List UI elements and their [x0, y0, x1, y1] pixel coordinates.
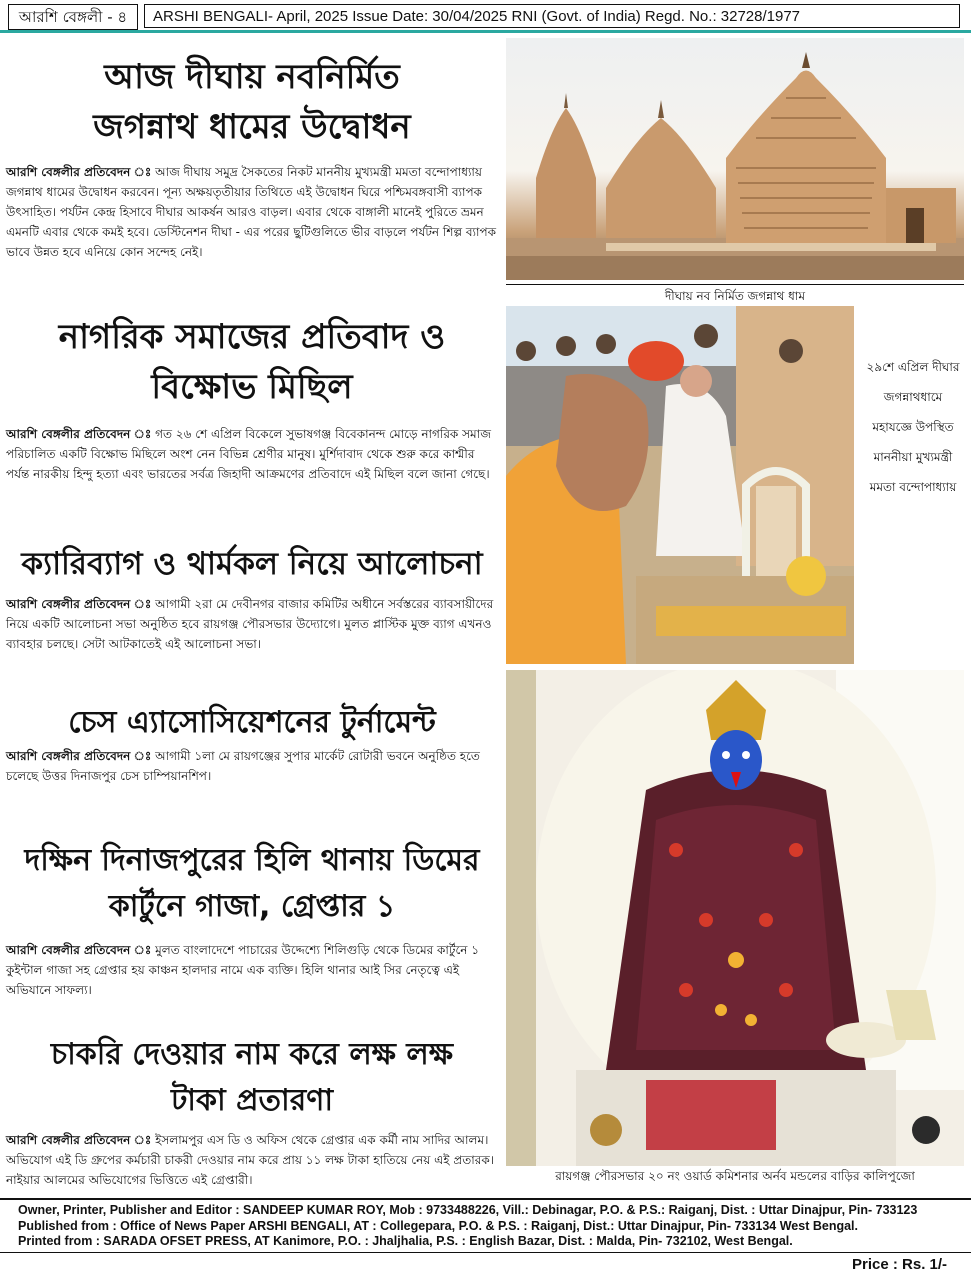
article-hili-arrest: [6, 838, 498, 1000]
headline-line: কার্টুনে গাজা, গ্রেপ্তার ১: [108, 889, 396, 924]
kali-puja-caption: রায়গঞ্জ পৌরসভার ২০ নং ওয়ার্ড কমিশনার অর্নব মন্ডলের বাড়ির কালিপুজো: [555, 1169, 915, 1183]
caption-line: মাননীয়া মুখ্যমন্ত্রী: [873, 450, 953, 464]
article-body: [6, 162, 498, 262]
temple-caption: দীঘায় নব নির্মিত জগন্নাথ ধাম: [506, 284, 964, 307]
body-text: ইসলামপুর এস ডি ও অফিস থেকে গ্রেপ্তার এক কর্মী নাম সাদির আলম। অভিযোগ এই ডি গ্রুপের কর্মচারী চাকরী দেওয়ার নাম করে প্রায় ১১ লক্ষ টাকা হাতিয়ে নেয় এই প্রতারক। নাইয়ার আলমের অভিযোগের ভিত্তিতে এই গ্রেপ্তারী।: [6, 1133, 495, 1187]
headline-line: ক্যারিব্যাগ ও থার্মকল নিয়ে আলোচনা: [21, 546, 483, 582]
byline: আরশি বেঙ্গলীর প্রতিবেদন ঃ: [6, 165, 152, 179]
body-text: আগামী ২রা মে দেবীনগর বাজার কমিটির অধীনে সর্বস্তরের ব্যাবসায়ীদের নিয়ে একটি আলোচনা সভা অনুষ্ঠিত হবে রায়গঞ্জ পৌরসভার উদ্যোগে। মুলত প্লাস্টিক মুক্ত ব্যাগ এখনও ব্যাবহার চলছে। সেটা আটকাতেই এই আলোচনা সভা।: [6, 597, 494, 651]
article-body: [6, 940, 498, 1000]
article-body: [6, 1130, 498, 1190]
headline: [6, 52, 498, 152]
body-text: আগামী ১লা মে রায়গঞ্জের সুপার মার্কেট রোটারী ভবনে অনুষ্ঠিত হতে চলেছে উত্তর দিনাজপুর চেস চাম্পিয়ানশিপ।: [6, 749, 480, 783]
byline: আরশি বেঙ্গলীর প্রতিবেদন ঃ: [6, 427, 152, 441]
body-text: গত ২৬ শে এপ্রিল বিকেলে সুভাষগঞ্জ বিবেকানন্দ মোড়ে নাগরিক সমাজ পরিচালিত একটি বিক্ষোভ মিছিলে অংশ নেন বিভিন্ন শ্রেণীর মানুষ। মুর্শিদাবাদ থেকে শুরু করে কাশ্মীর পর্যন্ত নারকীয় হিন্দু হত্যা এবং ভারতের সর্বত্র জিহাদী আক্রমণের প্রতিবাদে এই মিছিল বলে জানা গেছে।: [6, 427, 491, 481]
caption-line: মহাযজ্ঞে উপস্থিত: [872, 420, 954, 434]
imprint-owner: Owner, Printer, Publisher and Editor : SANDEEP KUMAR ROY, Mob : 9733488226, Vill.: Debinagar, P.O. & P.S.: Raiganj, Dist. : Uttar Dinajpur, Pin- 733123: [18, 1203, 918, 1217]
yagna-illustration: [506, 306, 854, 664]
caption-line: ২৯শে এপ্রিল দীঘার: [866, 360, 960, 374]
headline: [6, 698, 498, 748]
byline: আরশি বেঙ্গলীর প্রতিবেদন ঃ: [6, 1133, 152, 1147]
headline-line: চাকরি দেওয়ার নাম করে লক্ষ লক্ষ: [50, 1037, 454, 1072]
article-protest-rally: [6, 312, 498, 484]
header-rule: [0, 30, 971, 33]
byline: আরশি বেঙ্গলীর প্রতিবেদন ঃ: [6, 597, 152, 611]
caption-line: জগন্নাথধামে: [883, 390, 943, 404]
caption-line: মমতা বন্দোপাধ্যায়: [869, 480, 957, 494]
byline: আরশি বেঙ্গলীর প্রতিবেদন ঃ: [6, 943, 152, 957]
kali-idol-illustration: [506, 670, 964, 1166]
imprint-printed: Printed from : SARADA OFSET PRESS, AT Kanimore, P.O. : Jhaljhalia, P.S. : English Bazar, Dist. : Malda, Pin- 732102, West Bengal.: [18, 1234, 793, 1248]
headline-line: চেস এ্যাসোসিয়েশনের টুর্নামেন্ট: [68, 705, 436, 740]
article-job-fraud: [6, 1032, 498, 1190]
price-label: Price : Rs. 1/-: [852, 1256, 948, 1273]
headline: [6, 538, 498, 590]
byline: আরশি বেঙ্গলীর প্রতিবেদন ঃ: [6, 749, 152, 763]
body-text: মুলত বাংলাদেশে পাচারের উদ্দেশ্যে শিলিগুড়ি থেকে ডিমের কার্টুনে ১ কুইন্টাল গাজা সহ গ্রেপ্তার হয় কাঞ্চন হালদার নামে এক ব্যক্তি। হিলি থানার আই সির নেতৃত্বে এই অভিযানে সাফল্য।: [6, 943, 480, 997]
article-carrybag-discussion: [6, 538, 498, 654]
temple-illustration: [506, 38, 964, 280]
body-text: আজ দীঘায় সমুদ্র সৈকতের নিকট মাননীয় মুখ্যমন্ত্রী মমতা বন্দোপাধ্যায় জগন্নাথ ধামের উদ্বোধন করবেন। পূন্য অক্ষয়তৃতীয়ার তিথিতে এই উদ্বোধন ঘিরে পশ্চিমবঙ্গবাসী ব্যাপক উৎসাহিত। পর্যটন কেন্দ্র হিসাবে দীঘার আকর্ষন আরও বাড়ল। এবার থেকে বাঙ্গালী মানেই পুরিতে ভ্রমন এমনটি এবার থেকে কমই হবে। ডেস্টিনেশন দীঘা - এর পরের ছুটিগুলিতে ভীর বাড়লে পর্যটন শিল্প ব্যাপক ভাবে উন্নত হবে এনিয়ে কোন সন্দেহ নেই।: [6, 165, 497, 259]
headline-line: নাগরিক সমাজের প্রতিবাদ ও: [58, 317, 446, 357]
article-body: [6, 594, 498, 654]
headline-line: বিক্ষোভ মিছিল: [151, 367, 353, 407]
headline: [6, 1032, 498, 1124]
yagna-photo: [506, 306, 854, 664]
headline-line: দক্ষিন দিনাজপুরের হিলি থানায় ডিমের: [24, 843, 480, 878]
headline-line: জগন্নাথ ধামের উদ্বোধন: [93, 107, 411, 147]
article-body: [6, 746, 498, 786]
article-jagannath-dham: [6, 52, 498, 262]
page-header: [8, 4, 964, 30]
article-body: [6, 424, 498, 484]
temple-photo: [506, 38, 964, 280]
headline: [6, 312, 498, 412]
headline: [6, 838, 498, 930]
page-number-label: আরশি বেঙ্গলী - ৪: [8, 4, 138, 30]
headline-line: টাকা প্রতারণা: [170, 1083, 334, 1118]
issue-info: ARSHI BENGALI- April, 2025 Issue Date: 30/04/2025 RNI (Govt. of India) Regd. No.: 32728/1977: [144, 4, 960, 28]
article-chess-tournament: [6, 698, 498, 786]
imprint-published: Published from : Office of News Paper ARSHI BENGALI, AT : Collegepara, P.O. & P.S. : Raiganj, Dist.: Uttar Dinajpur, Pin- 733134 West Bengal.: [18, 1218, 858, 1233]
headline-line: আজ দীঘায় নবনির্মিত: [104, 57, 400, 97]
yagna-caption: [858, 352, 968, 502]
footer-rule-bottom: [0, 1252, 971, 1253]
kali-puja-photo: [506, 670, 964, 1166]
imprint-lines: [0, 1200, 971, 1250]
imprint-footer: [0, 1198, 971, 1273]
